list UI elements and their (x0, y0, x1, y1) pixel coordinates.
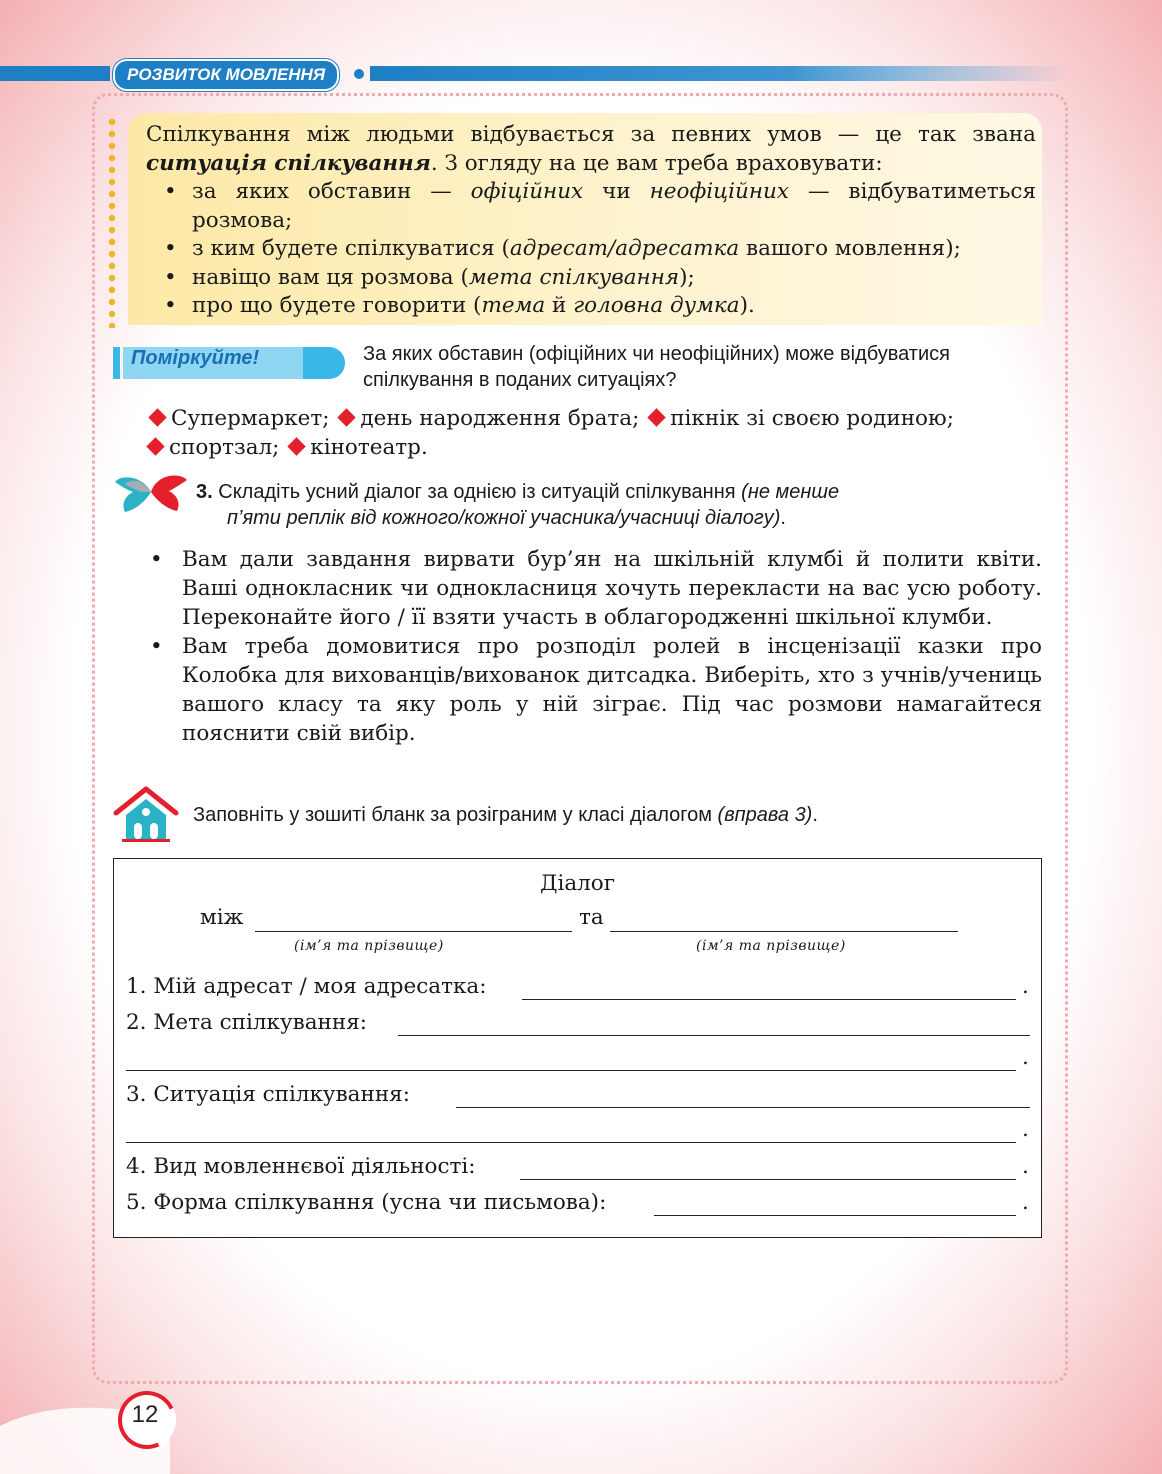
theory-intro: Спілкування між людьми відбувається за певних умов — це так звана ситуація спілкування. З огляду на це вам треба враховувати: (146, 122, 1036, 176)
diamond-icon (288, 437, 306, 455)
homework-text: Заповніть у зошиті бланк за розіграним у класі діалогом (вправа 3). (193, 804, 818, 826)
field-5-dot: . (1022, 1190, 1029, 1215)
diamond-icon (148, 408, 166, 426)
section-label: РОЗВИТОК МОВЛЕННЯ (113, 59, 339, 91)
name-hint-1: (ім’я та прізвище) (294, 938, 444, 954)
form-title: Діалог (539, 871, 616, 896)
field-2-line-2[interactable] (126, 1070, 1016, 1071)
butterfly-icon (113, 472, 189, 514)
think-question: За яких обставин (офіційних чи неофіційних) може відбуватися спілкування в поданих ситуаціях? (363, 343, 950, 391)
header-bar-right (370, 66, 1070, 81)
task-3: 3. Складіть усний діалог за однією із ситуацій спілкування (не менше п’яти реплік від кожного/кожної учасника/учасниці діалогу). (196, 481, 840, 529)
theory-text (146, 121, 1036, 321)
form-and-label: та (579, 905, 604, 930)
field-2-line[interactable] (398, 1035, 1030, 1036)
situations-list: Супермаркет; день народження брата; пікнік зі своєю родиною; спортзал; кінотеатр. (147, 404, 1042, 462)
house-icon (112, 785, 180, 843)
field-3-line-2[interactable] (126, 1142, 1016, 1143)
field-5-label: 5. Форма спілкування (усна чи письмова): (126, 1190, 607, 1215)
page-number: 12 (131, 1401, 159, 1428)
diamond-icon (338, 408, 356, 426)
list-item: • навіщо вам ця розмова (мета спілкування); (164, 264, 1036, 293)
list-item: • за яких обставин — офіційних чи неофіційних — відбуватиметься розмова; (164, 178, 1036, 235)
header-bar-left (0, 66, 110, 81)
field-3-dot: . (1022, 1117, 1029, 1142)
task-number: 3. (196, 481, 213, 503)
field-2-dot: . (1022, 1045, 1029, 1070)
list-item: • з ким будете спілкуватися (адресат/адресатка вашого мовлення); (164, 235, 1036, 264)
think-badge-label: Поміркуйте! (131, 347, 260, 369)
field-1-label: 1. Мій адресат / моя адресатка: (126, 974, 487, 999)
field-3-label: 3. Ситуація спілкування: (126, 1082, 410, 1107)
list-item: • Вам дали завдання вирвати бур’ян на шкільній клумбі й полити квіти. Ваші однокласник чи однокласниця хочуть перекласти на вас усю роботу. Переконайте його / її взяти участь в облагородженні шкільної клумби. (146, 545, 1042, 632)
dialog-form (113, 858, 1042, 1238)
name-line-2[interactable] (610, 931, 958, 932)
form-between-label: між (200, 905, 244, 930)
name-line-1[interactable] (255, 931, 572, 932)
field-5-line[interactable] (654, 1215, 1016, 1216)
theory-list (146, 178, 1036, 321)
field-1-line[interactable] (522, 999, 1016, 1000)
list-item: • про що будете говорити (тема й головна думка). (164, 292, 1036, 321)
field-3-line[interactable] (456, 1107, 1030, 1108)
field-4-label: 4. Вид мовленнєвої діяльності: (126, 1154, 476, 1179)
field-4-line[interactable] (520, 1179, 1016, 1180)
field-1-dot: . (1022, 974, 1029, 999)
list-item: • Вам треба домовитися про розподіл ролей в інсценізації казки про Колобка для вихованців/вихованок дитсадка. Виберіть, хто з учнів/учениць вашого класу та яку роль у ній зіграє. Під час розмови намагайтеся пояснити свій вибір. (146, 632, 1042, 748)
name-hint-2: (ім’я та прізвище) (696, 938, 846, 954)
task-3-situations (146, 545, 1042, 748)
header-dot (354, 69, 364, 79)
field-2-label: 2. Мета спілкування: (126, 1010, 368, 1035)
field-4-dot: . (1022, 1154, 1029, 1179)
diamond-icon (647, 408, 665, 426)
diamond-icon (146, 437, 164, 455)
theory-dotted-border (108, 116, 116, 328)
think-badge (113, 347, 345, 379)
